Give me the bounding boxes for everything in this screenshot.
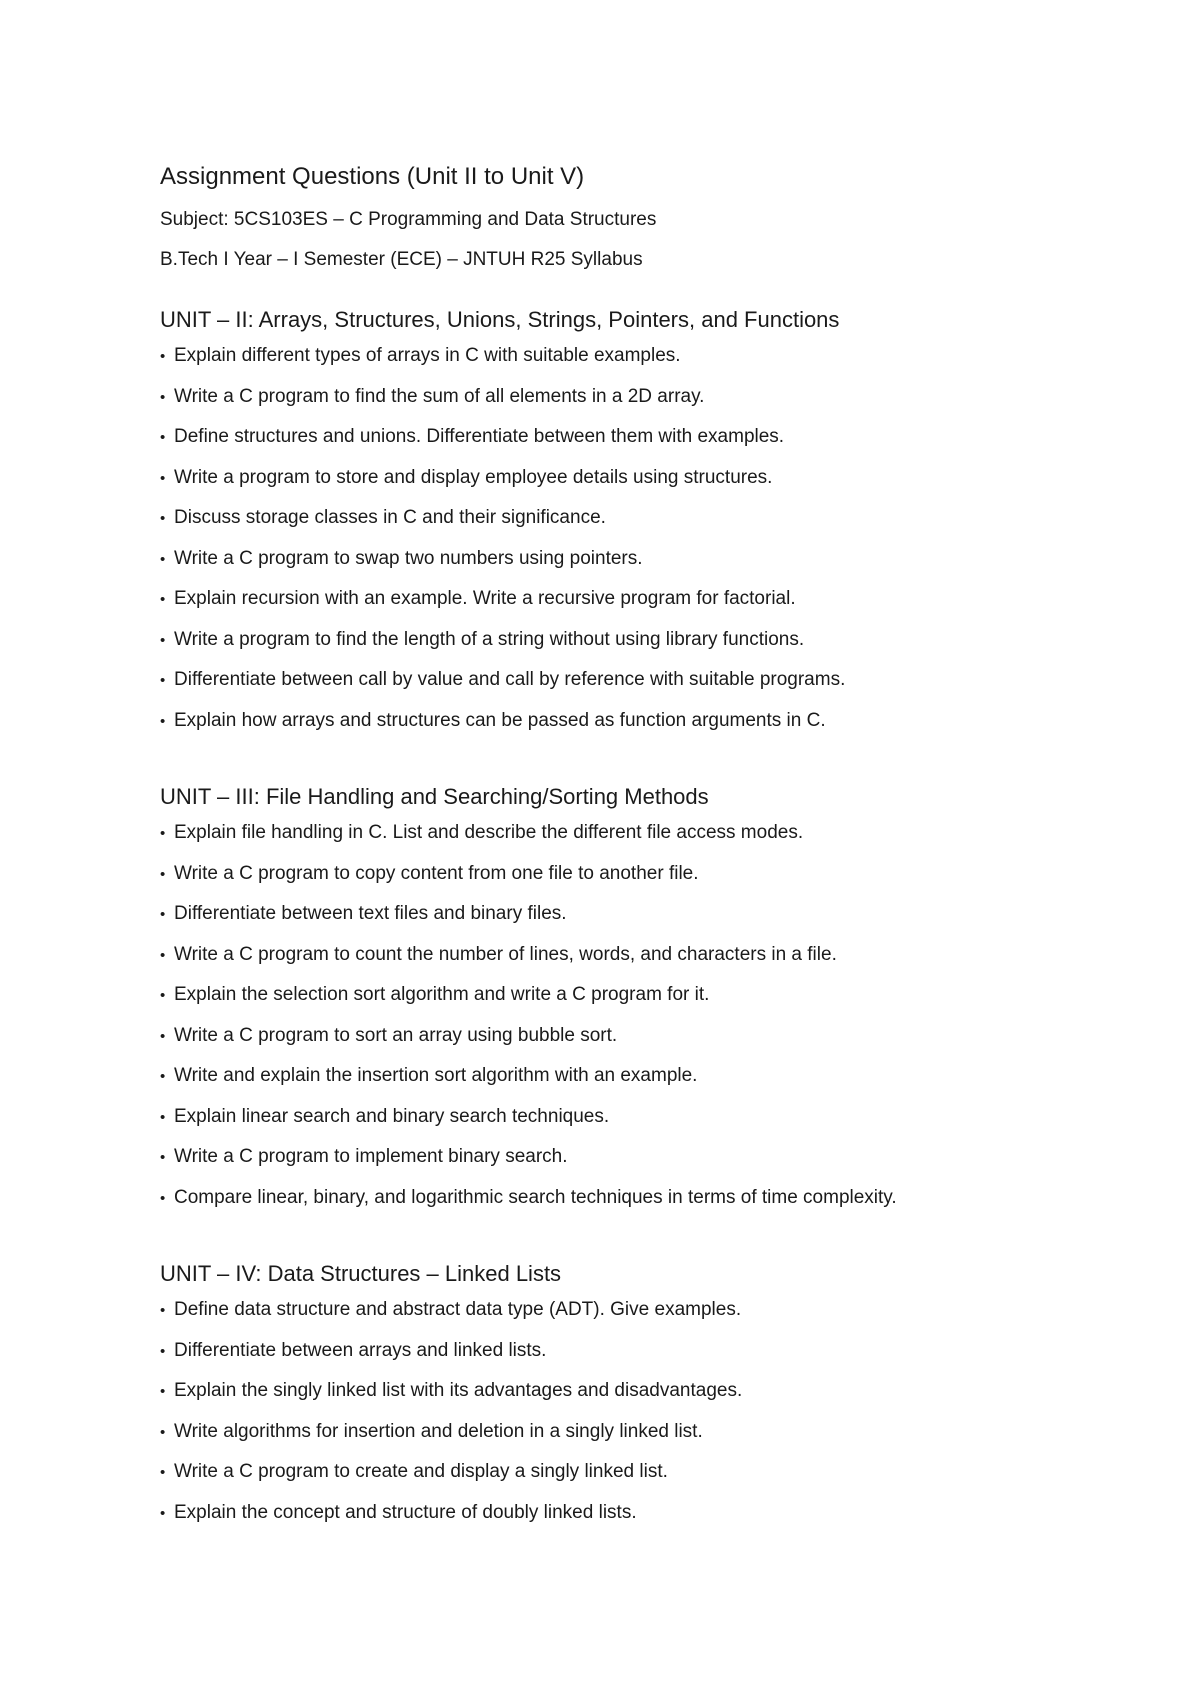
question-item <box>160 709 1200 750</box>
page-title: Assignment Questions (Unit II to Unit V) <box>160 163 585 190</box>
question-text: Compare linear, binary, and logarithmic search techniques in terms of time complexity. <box>174 1186 897 1208</box>
question-item <box>160 1501 1200 1542</box>
question-item <box>160 1064 1200 1105</box>
question-item <box>160 1186 1200 1227</box>
question-item <box>160 628 1200 669</box>
question-text: Differentiate between arrays and linked lists. <box>174 1339 547 1361</box>
question-text: Write a C program to swap two numbers using pointers. <box>174 547 643 569</box>
program-line: B.Tech I Year – I Semester (ECE) – JNTUH R25 Syllabus <box>160 249 643 270</box>
question-text: Explain file handling in C. List and describe the different file access modes. <box>174 822 804 843</box>
question-item <box>160 466 1200 507</box>
unit-heading: UNIT – III: File Handling and Searching/Sorting Methods <box>160 784 709 809</box>
bullet-icon: • <box>160 1504 166 1522</box>
bullet-icon: • <box>160 906 166 923</box>
question-text: Explain how arrays and structures can be passed as function arguments in C. <box>174 709 826 731</box>
question-item <box>160 943 1200 984</box>
question-text: Explain different types of arrays in C with suitable examples. <box>174 345 681 366</box>
bullet-icon: • <box>160 631 166 649</box>
question-item <box>160 344 1200 385</box>
question-list <box>160 344 1200 749</box>
question-text: Write a C program to count the number of lines, words, and characters in a file. <box>174 943 837 965</box>
bullet-icon: • <box>160 429 166 446</box>
question-item <box>160 1105 1200 1146</box>
bullet-icon: • <box>160 550 166 568</box>
bullet-icon: • <box>160 510 166 527</box>
question-list <box>160 821 1200 1226</box>
question-text: Write a program to store and display employee details using structures. <box>174 466 773 488</box>
question-text: Write a C program to sort an array using bubble sort. <box>174 1024 618 1046</box>
question-item <box>160 385 1200 426</box>
question-text: Explain the concept and structure of doubly linked lists. <box>174 1501 637 1523</box>
question-text: Write algorithms for insertion and deletion in a singly linked list. <box>174 1420 703 1442</box>
question-item <box>160 1460 1200 1501</box>
bullet-icon: • <box>160 1189 166 1207</box>
question-text: Discuss storage classes in C and their significance. <box>174 507 606 528</box>
question-item <box>160 547 1200 588</box>
question-item <box>160 1145 1200 1186</box>
question-text: Explain recursion with an example. Write a recursive program for factorial. <box>174 588 796 609</box>
question-item <box>160 983 1200 1024</box>
question-item <box>160 1024 1200 1065</box>
question-text: Define data structure and abstract data type (ADT). Give examples. <box>174 1299 742 1320</box>
bullet-icon: • <box>160 672 166 689</box>
unit-section <box>160 1260 1200 1541</box>
question-text: Differentiate between call by value and call by reference with suitable programs. <box>174 669 846 690</box>
subject-line: Subject: 5CS103ES – C Programming and Data Structures <box>160 209 657 230</box>
bullet-icon: • <box>160 712 166 730</box>
question-text: Write and explain the insertion sort algorithm with an example. <box>174 1065 698 1086</box>
question-text: Write a C program to find the sum of all elements in a 2D array. <box>174 385 705 407</box>
question-text: Explain linear search and binary search techniques. <box>174 1105 610 1127</box>
bullet-icon: • <box>160 1423 166 1441</box>
bullet-icon: • <box>160 987 166 1004</box>
bullet-icon: • <box>160 1383 166 1400</box>
question-text: Write a C program to copy content from one file to another file. <box>174 862 699 884</box>
question-item <box>160 506 1200 547</box>
question-item <box>160 1420 1200 1461</box>
question-item <box>160 1339 1200 1380</box>
bullet-icon: • <box>160 1149 166 1166</box>
question-item <box>160 821 1200 862</box>
question-item <box>160 1379 1200 1420</box>
question-text: Explain the selection sort algorithm and write a C program for it. <box>174 984 710 1005</box>
question-list <box>160 1298 1200 1541</box>
bullet-icon: • <box>160 469 166 487</box>
units-container <box>160 306 1200 1541</box>
question-text: Write a C program to implement binary search. <box>174 1146 568 1167</box>
bullet-icon: • <box>160 865 166 883</box>
unit-heading: UNIT – IV: Data Structures – Linked Lists <box>160 1261 562 1286</box>
bullet-icon: • <box>160 591 166 608</box>
question-item <box>160 902 1200 943</box>
bullet-icon: • <box>160 1302 166 1319</box>
bullet-icon: • <box>160 825 166 842</box>
unit-heading: UNIT – II: Arrays, Structures, Unions, Strings, Pointers, and Functions <box>160 307 840 332</box>
question-text: Differentiate between text files and binary files. <box>174 903 567 924</box>
question-item <box>160 587 1200 628</box>
bullet-icon: • <box>160 1027 166 1045</box>
question-item <box>160 425 1200 466</box>
bullet-icon: • <box>160 348 166 365</box>
unit-section <box>160 306 1200 749</box>
question-text: Write a C program to create and display a singly linked list. <box>174 1461 668 1482</box>
bullet-icon: • <box>160 946 166 964</box>
question-item <box>160 668 1200 709</box>
bullet-icon: • <box>160 1342 166 1360</box>
question-text: Explain the singly linked list with its advantages and disadvantages. <box>174 1380 743 1401</box>
bullet-icon: • <box>160 388 166 406</box>
bullet-icon: • <box>160 1068 166 1085</box>
question-text: Define structures and unions. Differentiate between them with examples. <box>174 426 785 447</box>
question-item <box>160 862 1200 903</box>
question-item <box>160 1298 1200 1339</box>
unit-section <box>160 783 1200 1226</box>
bullet-icon: • <box>160 1464 166 1481</box>
bullet-icon: • <box>160 1108 166 1126</box>
question-text: Write a program to find the length of a string without using library functions. <box>174 628 805 650</box>
